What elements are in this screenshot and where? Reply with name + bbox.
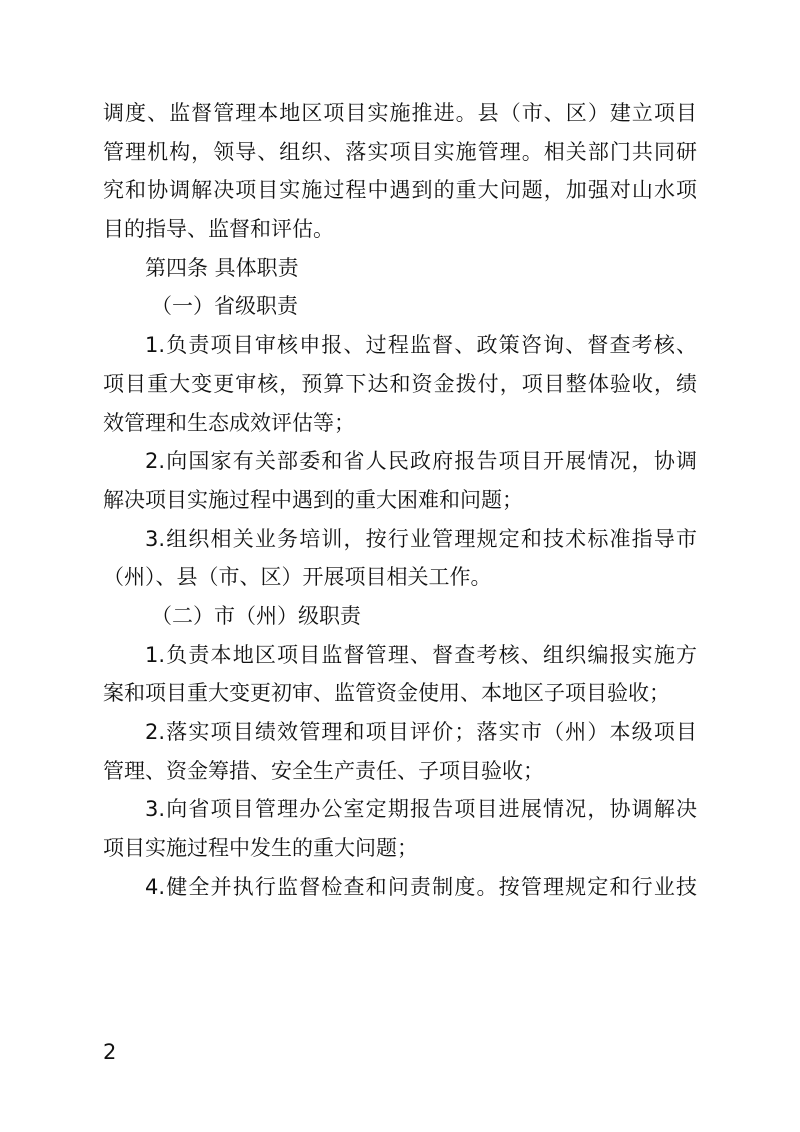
text-line: 究和协调解决项目实施过程中遇到的重大问题，加强对山水项 <box>103 178 697 203</box>
text-line: 目的指导、监督和评估。 <box>103 217 334 242</box>
list-item-line: 1.负责项目审核申报、过程监督、政策咨询、督查考核、 <box>145 333 697 358</box>
list-item-line: 1.负责本地区项目监督管理、督查考核、组织编报实施方 <box>145 642 697 667</box>
section-heading-municipal: （二）市（州）级职责 <box>151 603 361 628</box>
list-item-line: 2.向国家有关部委和省人民政府报告项目开展情况，协调 <box>145 449 697 474</box>
text-line: 项目重大变更审核，预算下达和资金拨付，项目整体验收，绩 <box>103 371 697 396</box>
list-item-line: 3.向省项目管理办公室定期报告项目进展情况，协调解决 <box>145 797 697 822</box>
text-line: 管理机构，领导、组织、落实项目实施管理。相关部门共同研 <box>103 139 697 164</box>
list-item-line: 2.落实项目绩效管理和项目评价；落实市（州）本级项目 <box>145 720 697 744</box>
text-line: 解决项目实施过程中遇到的重大困难和问题； <box>103 487 523 512</box>
text-line: （州）、县（市、区）开展项目相关工作。 <box>103 565 492 590</box>
text-line: 调度、监督管理本地区项目实施推进。县（市、区）建立项目 <box>103 101 697 125</box>
list-item-line: 4.健全并执行监督检查和问责制度。按管理规定和行业技 <box>145 874 697 899</box>
text-line: 项目实施过程中发生的重大问题； <box>103 836 418 861</box>
document-body <box>103 94 697 906</box>
text-line: 效管理和生态成效评估等； <box>103 410 355 435</box>
text-line: 案和项目重大变更初审、监管资金使用、本地区子项目验收； <box>103 681 670 706</box>
article-heading: 第四条 具体职责 <box>145 255 299 280</box>
text-line: 管理、资金筹措、安全生产责任、子项目验收； <box>103 758 544 783</box>
page-number: 2 <box>103 1040 117 1064</box>
list-item-line: 3.组织相关业务培训，按行业管理规定和技术标准指导市 <box>145 526 697 551</box>
section-heading-provincial: （一）省级职责 <box>151 294 298 319</box>
